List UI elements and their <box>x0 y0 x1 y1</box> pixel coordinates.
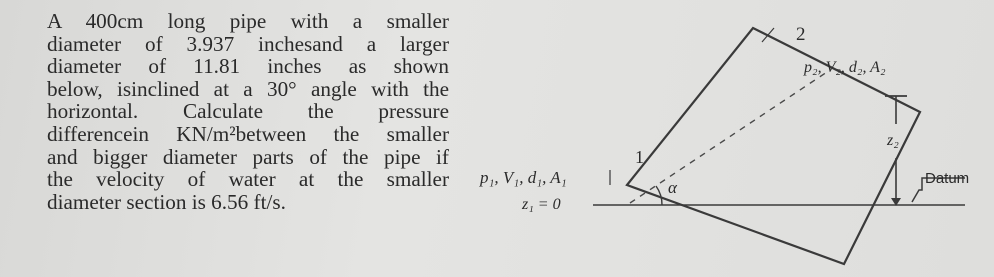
problem-line-6: differencein KN/m²between the smaller <box>47 121 449 146</box>
problem-line-2: diameter of 3.937 inchesand a larger <box>47 31 449 56</box>
z1-label: z₁ = 0 <box>522 196 561 213</box>
section-1-label: p₁, V₁, d₁, A₁ <box>480 168 567 187</box>
problem-line-7: and bigger diameter parts of the pipe if <box>47 144 449 169</box>
datum-label: Datum <box>925 170 970 187</box>
problem-line-4: below, isinclined at a 30° angle with the <box>47 76 449 101</box>
section-1-number: 1 <box>635 147 644 167</box>
pipe-diagram <box>460 0 994 277</box>
section-2-number: 2 <box>796 24 806 45</box>
pipe-centerline <box>630 70 830 203</box>
problem-statement <box>47 10 449 213</box>
angle-label: α <box>668 178 677 197</box>
problem-line-5: horizontal. Calculate the pressure <box>47 99 449 124</box>
problem-line-8: the velocity of water at the smaller <box>47 167 449 192</box>
pipe-diagram-svg <box>460 0 994 277</box>
problem-line-3: diameter of 11.81 inches as shown <box>47 54 449 79</box>
section-2-marker <box>762 28 774 42</box>
problem-line-9: diameter section is 6.56 ft/s. <box>47 189 286 214</box>
z2-label: z₂ <box>887 132 899 149</box>
section-2-label: p₂, V₂, d₂, A₂ <box>804 59 886 76</box>
problem-line-1: A 400cm long pipe with a smaller <box>47 9 449 33</box>
